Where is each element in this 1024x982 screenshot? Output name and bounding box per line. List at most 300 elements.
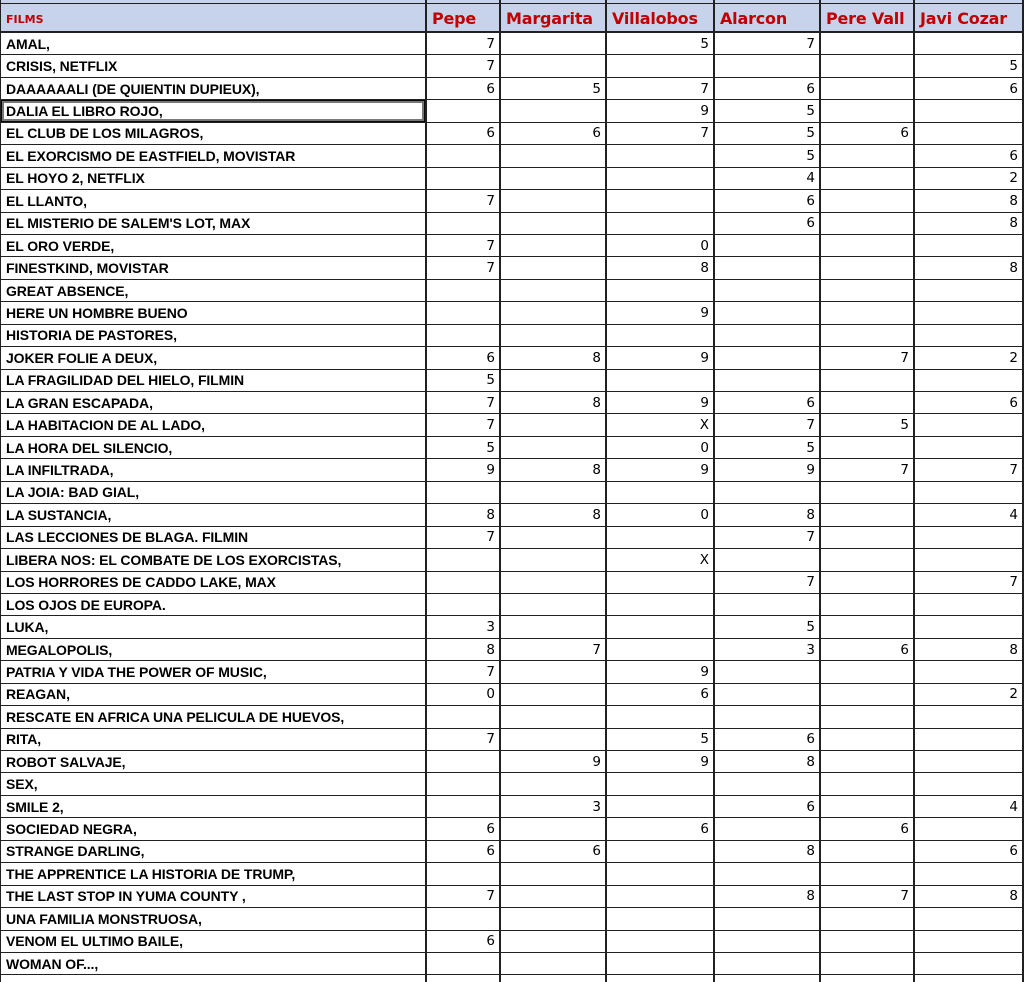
film-title-cell[interactable]: EL ORO VERDE, [0,235,427,257]
score-cell[interactable]: 5 [715,123,821,145]
film-title-cell[interactable]: LA FRAGILIDAD DEL HIELO, FILMIN [0,370,427,392]
film-title-cell[interactable]: FINESTKIND, MOVISTAR [0,257,427,279]
film-title-cell[interactable]: VENOM EL ULTIMO BAILE, [0,931,427,953]
score-cell[interactable] [501,616,607,638]
score-cell[interactable] [607,594,715,616]
score-cell[interactable] [915,773,1024,795]
score-cell[interactable] [715,706,821,728]
score-cell[interactable]: 6 [427,931,501,953]
film-title-cell[interactable]: LOS OJOS DE EUROPA. [0,594,427,616]
score-cell[interactable]: 8 [427,504,501,526]
film-title-cell[interactable]: SOCIEDAD NEGRA, [0,818,427,840]
film-title-cell[interactable]: CRISIS, NETFLIX [0,55,427,77]
score-cell[interactable]: 6 [501,123,607,145]
score-cell[interactable] [715,908,821,930]
score-cell[interactable]: 3 [715,639,821,661]
column-header-javi-cozar[interactable]: Javi Cozar [915,4,1024,33]
score-cell[interactable]: 5 [501,78,607,100]
score-cell[interactable] [607,145,715,167]
score-cell[interactable] [715,953,821,975]
score-cell[interactable] [607,572,715,594]
film-title-cell[interactable]: WOMAN OF..., [0,953,427,975]
film-title-cell-selected[interactable]: DALIA EL LIBRO ROJO, [0,100,427,122]
score-cell[interactable] [501,482,607,504]
score-cell[interactable] [501,145,607,167]
score-cell[interactable]: 6 [821,639,915,661]
score-cell[interactable]: 7 [715,33,821,55]
score-cell[interactable]: 9 [607,459,715,481]
score-cell[interactable] [821,213,915,235]
score-cell[interactable] [821,751,915,773]
score-cell[interactable] [915,280,1024,302]
score-cell[interactable] [821,33,915,55]
score-cell[interactable] [915,908,1024,930]
score-cell[interactable] [821,773,915,795]
score-cell[interactable]: 5 [607,729,715,751]
films-header-cell[interactable]: FILMS [0,4,427,33]
score-cell[interactable]: 8 [501,392,607,414]
score-cell[interactable]: 7 [427,527,501,549]
score-cell[interactable]: 8 [715,751,821,773]
score-cell[interactable]: 7 [501,639,607,661]
score-cell[interactable] [501,235,607,257]
score-cell[interactable]: 6 [915,145,1024,167]
score-cell[interactable] [715,773,821,795]
score-cell[interactable]: 0 [427,684,501,706]
score-cell[interactable]: 5 [915,55,1024,77]
score-cell[interactable]: 7 [607,123,715,145]
score-cell[interactable] [715,931,821,953]
film-title-cell[interactable]: THE LAST STOP IN YUMA COUNTY , [0,886,427,908]
film-title-cell[interactable]: LA JOIA: BAD GIAL, [0,482,427,504]
score-cell[interactable] [427,908,501,930]
score-cell[interactable]: 6 [427,818,501,840]
score-cell[interactable] [427,280,501,302]
score-cell[interactable]: 6 [821,818,915,840]
score-cell[interactable] [915,235,1024,257]
score-cell[interactable] [915,931,1024,953]
score-cell[interactable] [715,302,821,324]
score-cell[interactable] [821,257,915,279]
score-cell[interactable]: 8 [915,213,1024,235]
score-cell[interactable]: 6 [607,684,715,706]
score-cell[interactable] [501,661,607,683]
score-cell[interactable]: 6 [715,729,821,751]
film-title-cell[interactable]: RESCATE EN AFRICA UNA PELICULA DE HUEVOS, [0,706,427,728]
score-cell[interactable] [501,706,607,728]
score-cell[interactable]: 7 [427,235,501,257]
score-cell[interactable]: 9 [607,661,715,683]
film-title-cell[interactable]: GREAT ABSENCE, [0,280,427,302]
score-cell[interactable]: 4 [715,168,821,190]
score-cell[interactable] [821,863,915,885]
score-cell[interactable]: 8 [915,190,1024,212]
score-cell[interactable]: 7 [607,78,715,100]
score-cell[interactable]: 7 [427,190,501,212]
score-cell[interactable]: 6 [915,841,1024,863]
score-cell[interactable]: 8 [915,639,1024,661]
score-cell[interactable]: 5 [715,100,821,122]
score-cell[interactable]: X [607,549,715,571]
score-cell[interactable] [915,706,1024,728]
score-cell[interactable]: 6 [715,213,821,235]
score-cell[interactable]: 0 [607,437,715,459]
score-cell[interactable] [821,661,915,683]
score-cell[interactable] [821,55,915,77]
score-cell[interactable]: 7 [715,414,821,436]
score-cell[interactable] [821,953,915,975]
score-cell[interactable] [821,796,915,818]
score-cell[interactable]: 5 [607,33,715,55]
score-cell[interactable] [821,437,915,459]
score-cell[interactable] [821,572,915,594]
film-title-cell[interactable]: EL HOYO 2, NETFLIX [0,168,427,190]
score-cell[interactable]: 7 [427,661,501,683]
score-cell[interactable] [915,953,1024,975]
score-cell[interactable] [821,527,915,549]
score-cell[interactable]: 2 [915,168,1024,190]
score-cell[interactable] [821,168,915,190]
film-title-cell[interactable]: LAS LECCIONES DE BLAGA. FILMIN [0,527,427,549]
film-title-cell[interactable]: EL LLANTO, [0,190,427,212]
score-cell[interactable] [607,841,715,863]
score-cell[interactable]: 7 [821,347,915,369]
score-cell[interactable] [427,325,501,347]
score-cell[interactable]: 6 [715,796,821,818]
score-cell[interactable] [915,33,1024,55]
score-cell[interactable] [607,773,715,795]
score-cell[interactable] [427,863,501,885]
score-cell[interactable]: 4 [915,796,1024,818]
score-cell[interactable] [915,437,1024,459]
score-cell[interactable] [501,886,607,908]
score-cell[interactable] [427,773,501,795]
score-cell[interactable] [821,370,915,392]
score-cell[interactable] [501,302,607,324]
score-cell[interactable] [427,796,501,818]
score-cell[interactable]: 7 [915,572,1024,594]
score-cell[interactable]: 9 [427,459,501,481]
score-cell[interactable]: 8 [501,347,607,369]
score-cell[interactable]: 9 [607,751,715,773]
score-cell[interactable] [915,729,1024,751]
score-cell[interactable]: 5 [715,616,821,638]
score-cell[interactable] [715,482,821,504]
film-title-cell[interactable]: EL EXORCISMO DE EASTFIELD, MOVISTAR [0,145,427,167]
score-cell[interactable] [501,370,607,392]
score-cell[interactable]: 7 [427,55,501,77]
score-cell[interactable]: 3 [427,616,501,638]
score-cell[interactable] [607,482,715,504]
score-cell[interactable] [501,437,607,459]
film-title-cell[interactable]: UNA FAMILIA MONSTRUOSA, [0,908,427,930]
score-cell[interactable] [607,370,715,392]
score-cell[interactable]: 8 [501,504,607,526]
score-cell[interactable] [715,55,821,77]
score-cell[interactable] [821,78,915,100]
score-cell[interactable] [607,639,715,661]
score-cell[interactable] [501,931,607,953]
score-cell[interactable]: 7 [427,886,501,908]
score-cell[interactable] [501,100,607,122]
score-cell[interactable]: 2 [915,347,1024,369]
score-cell[interactable] [501,527,607,549]
score-cell[interactable] [715,863,821,885]
score-cell[interactable] [427,213,501,235]
score-cell[interactable]: 8 [915,886,1024,908]
score-cell[interactable] [501,257,607,279]
film-title-cell[interactable]: STRANGE DARLING, [0,841,427,863]
score-cell[interactable]: 9 [607,392,715,414]
film-title-cell[interactable]: LA SUSTANCIA, [0,504,427,526]
score-cell[interactable] [427,953,501,975]
score-cell[interactable] [427,168,501,190]
score-cell[interactable]: 8 [715,841,821,863]
score-cell[interactable] [427,100,501,122]
score-cell[interactable] [715,370,821,392]
score-cell[interactable] [501,213,607,235]
film-title-cell[interactable]: DAAAAAALI (DE QUIENTIN DUPIEUX), [0,78,427,100]
score-cell[interactable] [915,661,1024,683]
film-title-cell[interactable]: HERE UN HOMBRE BUENO [0,302,427,324]
score-cell[interactable]: 8 [715,886,821,908]
score-cell[interactable]: 7 [427,729,501,751]
score-cell[interactable] [607,886,715,908]
score-cell[interactable] [501,549,607,571]
film-title-cell[interactable]: SMILE 2, [0,796,427,818]
score-cell[interactable] [915,414,1024,436]
film-title-cell[interactable]: HISTORIA DE PASTORES, [0,325,427,347]
score-cell[interactable] [427,549,501,571]
score-cell[interactable]: 8 [715,504,821,526]
score-cell[interactable] [715,347,821,369]
score-cell[interactable]: 6 [821,123,915,145]
score-cell[interactable]: 6 [715,392,821,414]
score-cell[interactable]: 0 [607,504,715,526]
score-cell[interactable]: 8 [427,639,501,661]
film-title-cell[interactable]: PATRIA Y VIDA THE POWER OF MUSIC, [0,661,427,683]
score-cell[interactable]: 9 [607,302,715,324]
score-cell[interactable] [915,818,1024,840]
score-cell[interactable]: 5 [427,370,501,392]
score-cell[interactable] [501,33,607,55]
film-title-cell[interactable]: LA GRAN ESCAPADA, [0,392,427,414]
score-cell[interactable] [501,863,607,885]
score-cell[interactable] [821,235,915,257]
column-header-villalobos[interactable]: Villalobos [607,4,715,33]
film-title-cell[interactable]: RITA, [0,729,427,751]
score-cell[interactable]: 7 [915,459,1024,481]
score-cell[interactable]: 6 [715,190,821,212]
film-title-cell[interactable]: SEX, [0,773,427,795]
score-cell[interactable] [821,729,915,751]
score-cell[interactable] [501,572,607,594]
score-cell[interactable]: 5 [715,145,821,167]
score-cell[interactable] [821,145,915,167]
column-header-margarita[interactable]: Margarita [501,4,607,33]
score-cell[interactable] [715,549,821,571]
score-cell[interactable]: 7 [427,257,501,279]
film-title-cell[interactable]: THE APPRENTICE LA HISTORIA DE TRUMP, [0,863,427,885]
score-cell[interactable] [915,616,1024,638]
score-cell[interactable] [715,661,821,683]
score-cell[interactable] [501,818,607,840]
film-title-cell[interactable]: LIBERA NOS: EL COMBATE DE LOS EXORCISTAS, [0,549,427,571]
score-cell[interactable] [501,953,607,975]
score-cell[interactable] [715,257,821,279]
score-cell[interactable] [915,594,1024,616]
score-cell[interactable]: 9 [607,347,715,369]
score-cell[interactable] [501,773,607,795]
score-cell[interactable] [501,55,607,77]
score-cell[interactable] [821,594,915,616]
score-cell[interactable]: 7 [427,33,501,55]
score-cell[interactable] [715,594,821,616]
score-cell[interactable] [715,280,821,302]
score-cell[interactable]: 8 [607,257,715,279]
film-title-cell[interactable]: EL CLUB DE LOS MILAGROS, [0,123,427,145]
score-cell[interactable]: 6 [915,78,1024,100]
score-cell[interactable] [915,100,1024,122]
score-cell[interactable] [607,953,715,975]
score-cell[interactable] [821,684,915,706]
score-cell[interactable] [915,370,1024,392]
score-cell[interactable]: 5 [715,437,821,459]
score-cell[interactable] [427,145,501,167]
score-cell[interactable] [821,482,915,504]
score-cell[interactable] [715,818,821,840]
score-cell[interactable]: 6 [427,347,501,369]
score-cell[interactable] [821,841,915,863]
score-cell[interactable] [427,302,501,324]
column-header-alarcon[interactable]: Alarcon [715,4,821,33]
score-cell[interactable] [915,863,1024,885]
score-cell[interactable] [915,123,1024,145]
film-title-cell[interactable]: ROBOT SALVAJE, [0,751,427,773]
score-cell[interactable]: 8 [915,257,1024,279]
score-cell[interactable] [915,751,1024,773]
score-cell[interactable] [607,931,715,953]
score-cell[interactable]: 7 [821,886,915,908]
score-cell[interactable] [715,235,821,257]
score-cell[interactable] [821,908,915,930]
score-cell[interactable]: 7 [427,414,501,436]
score-cell[interactable] [501,168,607,190]
score-cell[interactable]: 6 [427,841,501,863]
score-cell[interactable] [821,549,915,571]
film-title-cell[interactable]: EL MISTERIO DE SALEM'S LOT, MAX [0,213,427,235]
score-cell[interactable] [821,504,915,526]
film-title-cell[interactable]: LOS HORRORES DE CADDO LAKE, MAX [0,572,427,594]
score-cell[interactable] [607,908,715,930]
score-cell[interactable] [821,706,915,728]
score-cell[interactable] [915,482,1024,504]
score-cell[interactable] [821,190,915,212]
score-cell[interactable]: 3 [501,796,607,818]
score-cell[interactable] [501,414,607,436]
score-cell[interactable] [427,706,501,728]
score-cell[interactable] [501,908,607,930]
score-cell[interactable] [501,280,607,302]
score-cell[interactable] [427,594,501,616]
score-cell[interactable] [501,729,607,751]
score-cell[interactable] [501,684,607,706]
score-cell[interactable]: X [607,414,715,436]
score-cell[interactable] [607,706,715,728]
score-cell[interactable]: 9 [715,459,821,481]
score-cell[interactable] [607,527,715,549]
score-cell[interactable]: 2 [915,684,1024,706]
score-cell[interactable] [607,616,715,638]
score-cell[interactable]: 7 [715,527,821,549]
score-cell[interactable] [607,213,715,235]
score-cell[interactable] [607,55,715,77]
column-header-pere-vall[interactable]: Pere Vall [821,4,915,33]
score-cell[interactable]: 4 [915,504,1024,526]
score-cell[interactable] [915,549,1024,571]
score-cell[interactable]: 5 [427,437,501,459]
score-cell[interactable]: 7 [821,459,915,481]
film-title-cell[interactable]: LA HABITACION DE AL LADO, [0,414,427,436]
score-cell[interactable] [607,190,715,212]
score-cell[interactable]: 7 [715,572,821,594]
score-cell[interactable]: 6 [427,123,501,145]
score-cell[interactable] [915,302,1024,324]
score-cell[interactable]: 6 [915,392,1024,414]
score-cell[interactable] [501,325,607,347]
score-cell[interactable] [427,751,501,773]
score-cell[interactable] [427,572,501,594]
score-cell[interactable]: 7 [427,392,501,414]
score-cell[interactable] [821,302,915,324]
film-title-cell[interactable]: MEGALOPOLIS, [0,639,427,661]
score-cell[interactable] [821,931,915,953]
score-cell[interactable]: 0 [607,235,715,257]
film-title-cell[interactable]: LA HORA DEL SILENCIO, [0,437,427,459]
score-cell[interactable]: 9 [607,100,715,122]
score-cell[interactable] [607,325,715,347]
score-cell[interactable]: 5 [821,414,915,436]
score-cell[interactable] [715,684,821,706]
score-cell[interactable] [715,325,821,347]
score-cell[interactable] [501,594,607,616]
column-header-pepe[interactable]: Pepe [427,4,501,33]
film-title-cell[interactable]: AMAL, [0,33,427,55]
film-title-cell[interactable]: LA INFILTRADA, [0,459,427,481]
score-cell[interactable]: 8 [501,459,607,481]
score-cell[interactable] [821,392,915,414]
score-cell[interactable] [821,616,915,638]
score-cell[interactable]: 6 [427,78,501,100]
score-cell[interactable] [821,325,915,347]
score-cell[interactable] [821,280,915,302]
score-cell[interactable] [915,325,1024,347]
score-cell[interactable] [821,100,915,122]
score-cell[interactable]: 6 [607,818,715,840]
film-title-cell[interactable]: REAGAN, [0,684,427,706]
film-title-cell[interactable]: JOKER FOLIE A DEUX, [0,347,427,369]
score-cell[interactable]: 6 [715,78,821,100]
score-cell[interactable] [427,482,501,504]
score-cell[interactable] [607,796,715,818]
film-title-cell[interactable]: LUKA, [0,616,427,638]
score-cell[interactable] [501,190,607,212]
score-cell[interactable] [915,527,1024,549]
score-cell[interactable] [607,863,715,885]
score-cell[interactable]: 9 [501,751,607,773]
score-cell[interactable]: 6 [501,841,607,863]
score-cell[interactable] [607,168,715,190]
